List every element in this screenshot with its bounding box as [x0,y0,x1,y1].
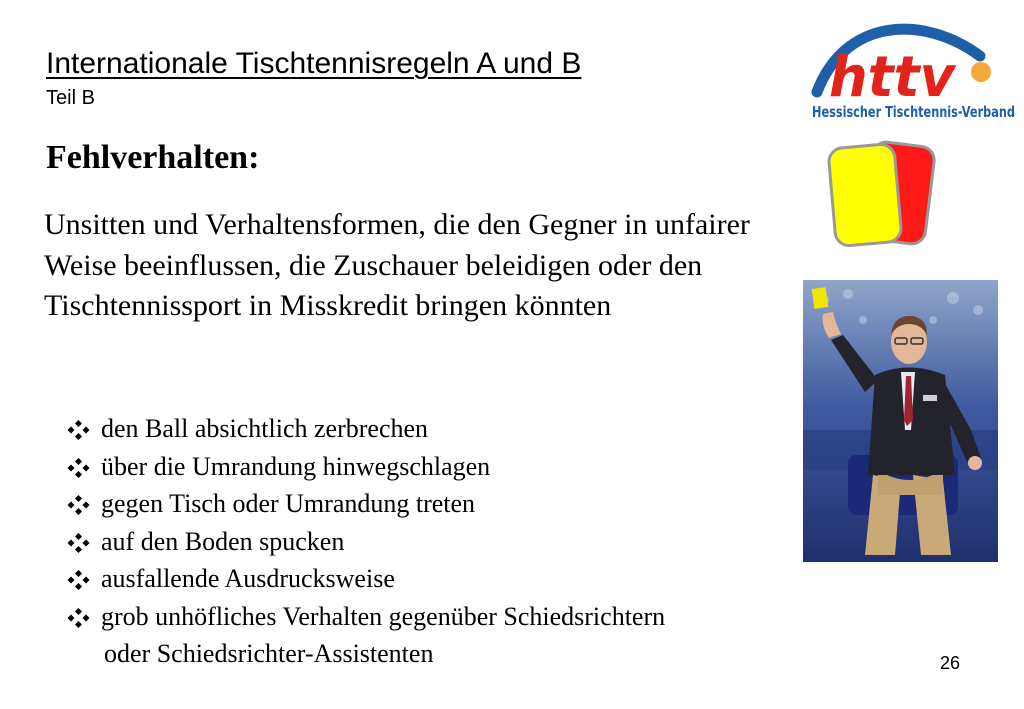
list-item [66,523,806,561]
list-item-text: grob unhöfliches Verhalten gegenüber Schiedsrichtern [101,601,666,631]
slide-title: Internationale Tischtennisregeln A und B [46,47,582,80]
httv-logo [805,20,1017,125]
four-diamond-bullet-icon [66,608,91,628]
list-item-text: über die Umrandung hinwegschlagen [101,451,491,481]
yellow-red-card-icon [826,140,938,250]
four-diamond-bullet-icon [66,495,91,515]
logo-name: Hessischer Tischtennis-Verband [812,103,1015,121]
list-item [66,485,806,523]
list-item-text: ausfallende Ausdrucksweise [101,564,395,593]
list-item [66,410,806,448]
list-item-text: den Ball absichtlich zerbrechen [101,414,429,443]
yellow-card [828,143,902,246]
logo-wordmark: httv [829,45,957,110]
list-item [66,560,806,598]
four-diamond-bullet-icon [66,570,91,590]
logo-ball-icon [971,62,991,82]
bullet-list [66,410,806,673]
list-item [66,448,806,486]
four-diamond-bullet-icon [66,420,91,440]
list-item [66,598,806,673]
page-number: 26 [940,653,961,673]
intro-paragraph: Unsitten und Verhaltensformen, die den Gegner in unfairer Weise beeinflussen, die Zuschauer beleidigen oder den Tischtennissport in Misskredit bringen könnten [44,208,750,322]
list-item-text: auf den Boden spucken [101,526,345,556]
umpire-showing-yellow-card-photo [803,280,998,562]
list-item-text: gegen Tisch oder Umrandung treten [101,489,476,518]
section-heading: Fehlverhalten: [46,139,260,176]
four-diamond-bullet-icon [66,458,91,478]
four-diamond-bullet-icon [66,533,91,553]
list-item-continuation: oder Schiedsrichter-Assistenten [104,639,434,668]
slide-subtitle: Teil B [46,87,95,109]
